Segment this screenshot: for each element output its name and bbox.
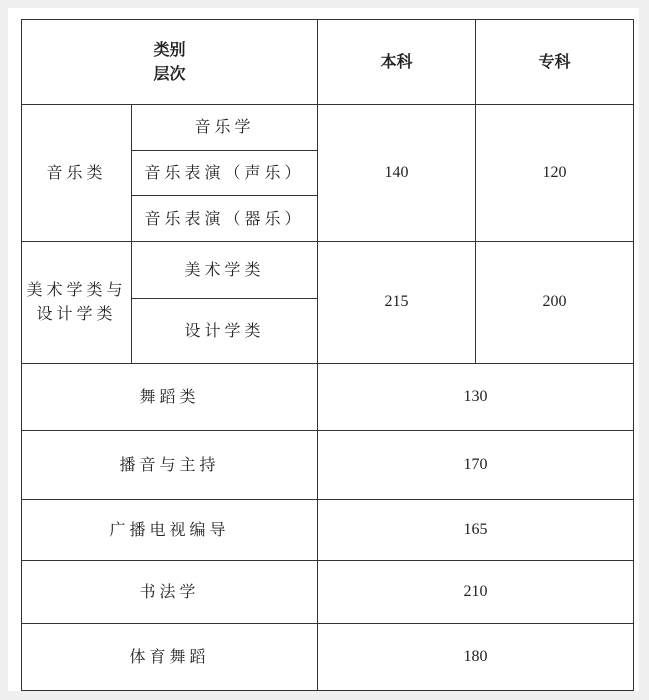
music-junior-score: 120 (476, 105, 634, 242)
score-table (21, 19, 634, 691)
row-score: 165 (318, 500, 634, 561)
table-row (22, 500, 634, 561)
header-category-label: 类别 (153, 40, 186, 60)
row-name: 体育舞蹈 (22, 624, 318, 691)
art-junior-score: 200 (476, 241, 634, 363)
header-row (22, 20, 634, 105)
art-sub-2: 设计学类 (132, 298, 318, 363)
art-undergrad-score: 215 (318, 241, 476, 363)
art-row-1 (22, 241, 634, 298)
header-category-cell (22, 20, 318, 105)
art-sub-1: 美术学类 (132, 241, 318, 298)
music-row-1 (22, 105, 634, 151)
header-undergrad: 本科 (318, 20, 476, 105)
row-name: 书法学 (22, 561, 318, 624)
row-score: 170 (318, 431, 634, 500)
table-row (22, 624, 634, 691)
table-row (22, 431, 634, 500)
header-level-label: 层次 (153, 64, 186, 84)
header-junior: 专科 (476, 20, 634, 105)
row-name: 广播电视编导 (22, 500, 318, 561)
music-sub-2: 音乐表演（声乐） (132, 150, 318, 196)
table-row (22, 363, 634, 431)
row-name: 舞蹈类 (22, 363, 318, 431)
music-undergrad-score: 140 (318, 105, 476, 242)
art-group-name (22, 241, 132, 363)
music-sub-1: 音乐学 (132, 105, 318, 151)
row-score: 180 (318, 624, 634, 691)
document-frame (8, 8, 639, 691)
music-group-name: 音乐类 (22, 105, 132, 242)
row-name: 播音与主持 (22, 431, 318, 500)
row-score: 130 (318, 363, 634, 431)
table-row (22, 561, 634, 624)
art-group-name-line1: 美术学类与 (26, 280, 127, 300)
row-score: 210 (318, 561, 634, 624)
art-group-name-line2: 设计学类 (36, 304, 117, 324)
music-sub-3: 音乐表演（器乐） (132, 196, 318, 242)
